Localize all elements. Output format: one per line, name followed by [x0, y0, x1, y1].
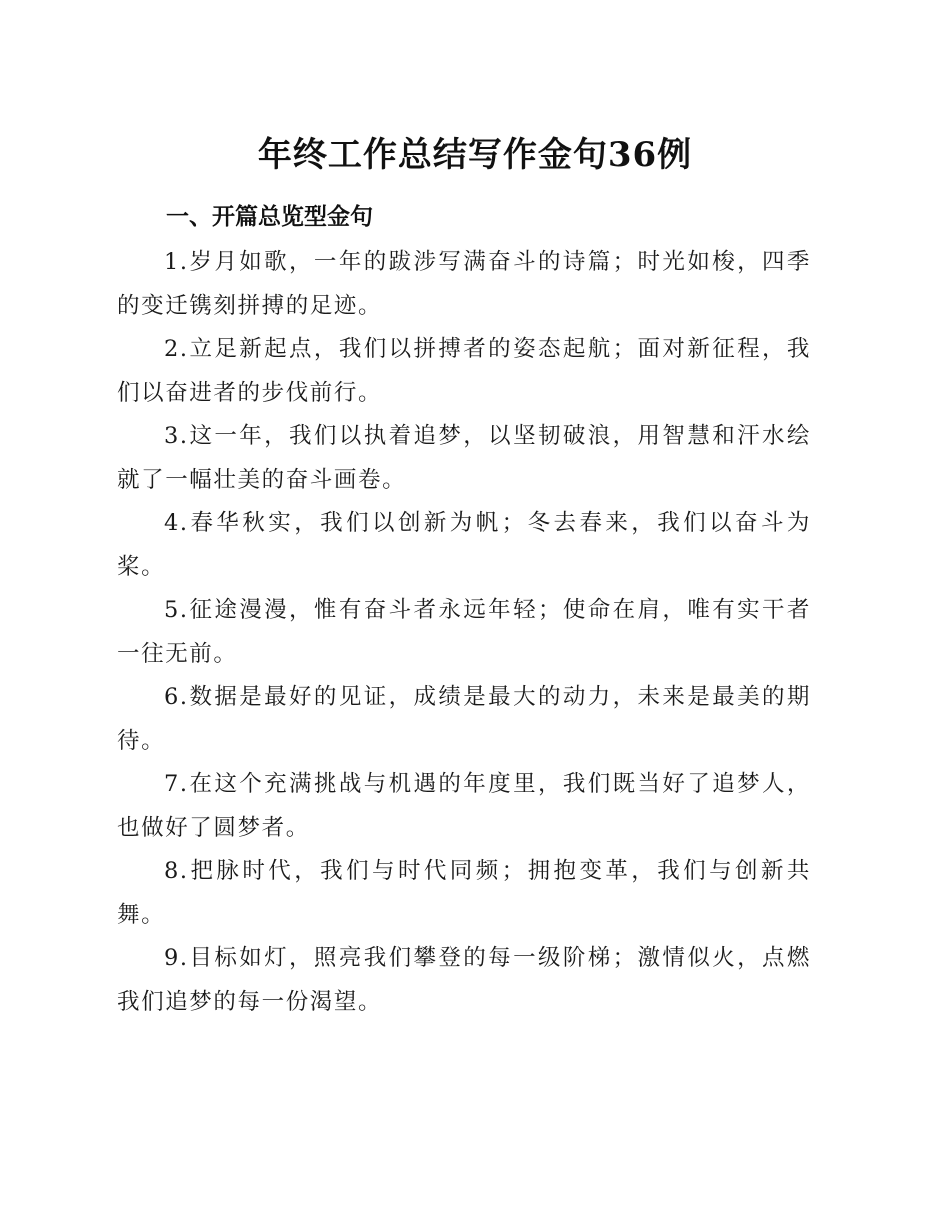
list-item: 8.把脉时代，我们与时代同频；拥抱变革，我们与创新共舞。: [117, 858, 811, 928]
document-title: 年终工作总结写作金句36例: [257, 135, 693, 175]
list-item: 3.这一年，我们以执着追梦，以坚韧破浪，用智慧和汗水绘就了一幅壮美的奋斗画卷。: [117, 423, 811, 493]
list-item: 7.在这个充满挑战与机遇的年度里，我们既当好了追梦人，也做好了圆梦者。: [117, 771, 811, 841]
list-item: 4.春华秋实，我们以创新为帆；冬去春来，我们以奋斗为桨。: [117, 510, 811, 580]
list-item: 6.数据是最好的见证，成绩是最大的动力，未来是最美的期待。: [117, 684, 811, 754]
document-body: [117, 241, 811, 1024]
list-item: 9.目标如灯，照亮我们攀登的每一级阶梯；激情似火，点燃我们追梦的每一份渴望。: [117, 945, 811, 1015]
section-heading: 一、开篇总览型金句: [166, 204, 373, 230]
list-item: 2.立足新起点，我们以拼搏者的姿态起航；面对新征程，我们以奋进者的步伐前行。: [117, 336, 811, 406]
list-item: 1.岁月如歌，一年的跋涉写满奋斗的诗篇；时光如梭，四季的变迁镌刻拼搏的足迹。: [117, 249, 811, 319]
list-item: 5.征途漫漫，惟有奋斗者永远年轻；使命在肩，唯有实干者一往无前。: [117, 597, 811, 667]
